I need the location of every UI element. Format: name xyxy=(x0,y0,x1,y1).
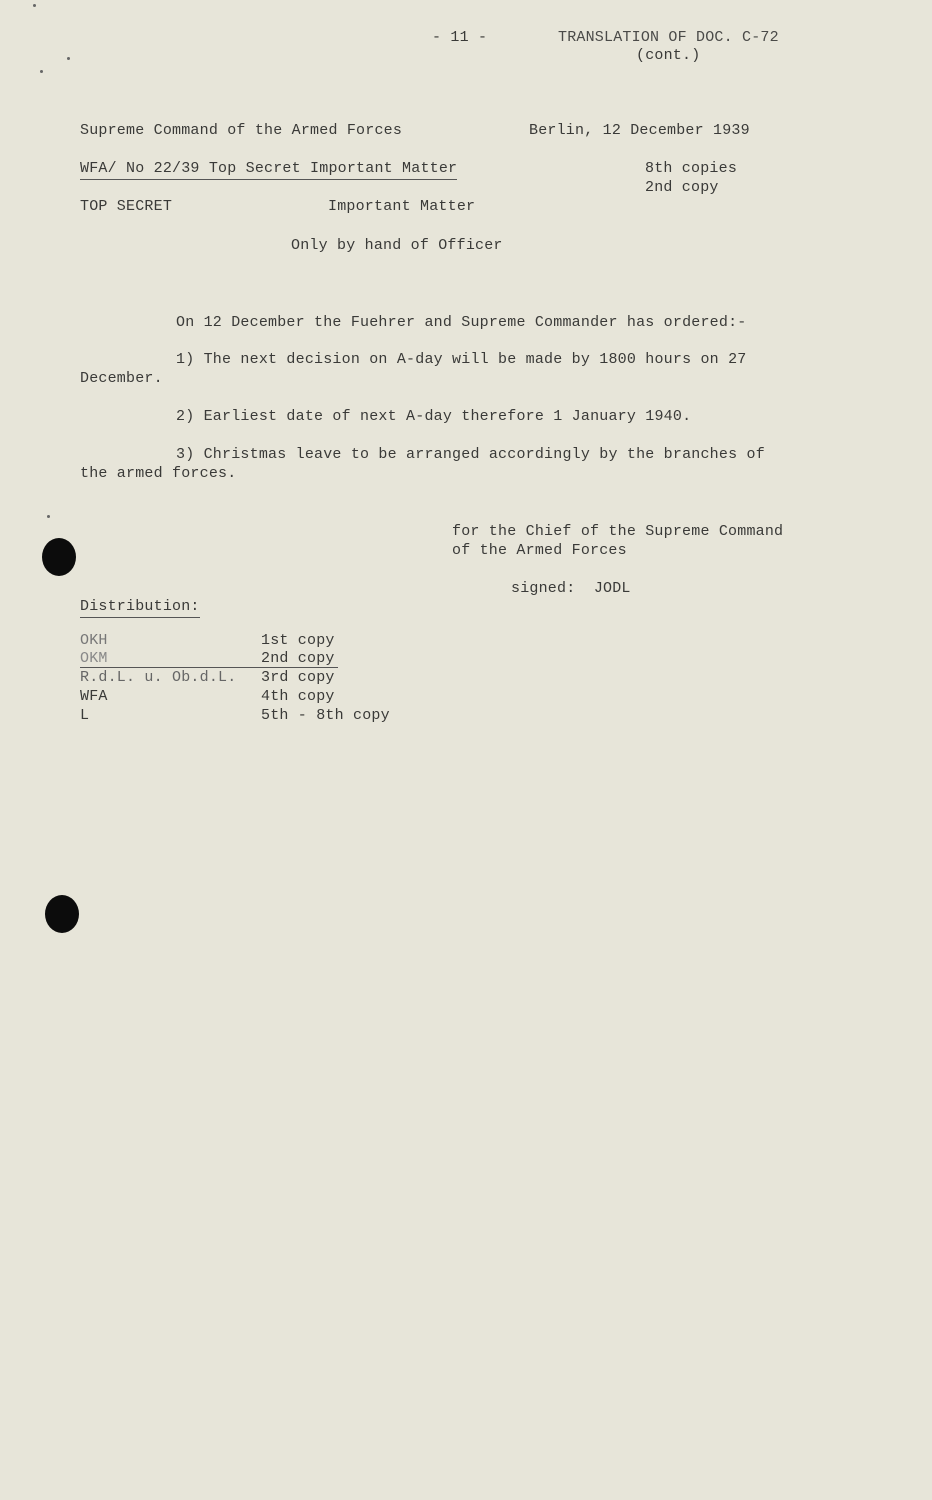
order-item-2: 2) Earliest date of next A-day therefore 1 January 1940. xyxy=(176,408,692,425)
order-item-1: 1) The next decision on A-day will be made by 1800 hours on 27 xyxy=(176,351,747,368)
signed-jodl: signed: JODL xyxy=(511,580,631,597)
paper-speck xyxy=(33,4,36,7)
translation-title: TRANSLATION OF DOC. C-72 xyxy=(558,29,779,46)
paper-speck xyxy=(40,70,43,73)
distribution-recipient: OKM xyxy=(80,650,108,667)
distribution-copy: 5th - 8th copy xyxy=(261,707,390,724)
signature-line-2: of the Armed Forces xyxy=(452,542,627,559)
signature-line-1: for the Chief of the Supreme Command xyxy=(452,523,784,540)
distribution-copy: 4th copy xyxy=(261,688,335,705)
distribution-recipient: L xyxy=(80,707,90,724)
copy-number: 2nd copy xyxy=(645,179,719,196)
punch-hole-bottom xyxy=(45,895,79,933)
distribution-copy: 1st copy xyxy=(261,632,335,649)
distribution-recipient: OKH xyxy=(80,632,108,649)
distribution-copy: 3rd copy xyxy=(261,669,335,686)
punch-hole-top xyxy=(42,538,76,576)
handling-note: Only by hand of Officer xyxy=(291,237,503,254)
classification-important: Important Matter xyxy=(328,198,476,215)
order-item-3: 3) Christmas leave to be arranged accordingly by the branches of xyxy=(176,446,765,463)
paper-speck xyxy=(67,57,70,60)
distribution-copy: 2nd copy xyxy=(261,650,335,667)
place-date: Berlin, 12 December 1939 xyxy=(529,122,750,139)
paper-speck xyxy=(47,515,50,518)
translation-cont: (cont.) xyxy=(636,47,701,64)
page-number: - 11 - xyxy=(432,29,488,46)
classification: TOP SECRET xyxy=(80,198,173,215)
copies-total: 8th copies xyxy=(645,160,738,177)
issuer: Supreme Command of the Armed Forces xyxy=(80,122,403,139)
distribution-recipient: R.d.L. u. Ob.d.L. xyxy=(80,669,237,686)
order-item-1-cont: December. xyxy=(80,370,163,387)
distribution-heading: Distribution: xyxy=(80,597,200,618)
distribution-recipient: WFA xyxy=(80,688,108,705)
order-item-3-cont: the armed forces. xyxy=(80,465,237,482)
reference-line: WFA/ No 22/39 Top Secret Important Matter xyxy=(80,159,457,180)
order-intro: On 12 December the Fuehrer and Supreme Commander has ordered:- xyxy=(176,314,747,331)
